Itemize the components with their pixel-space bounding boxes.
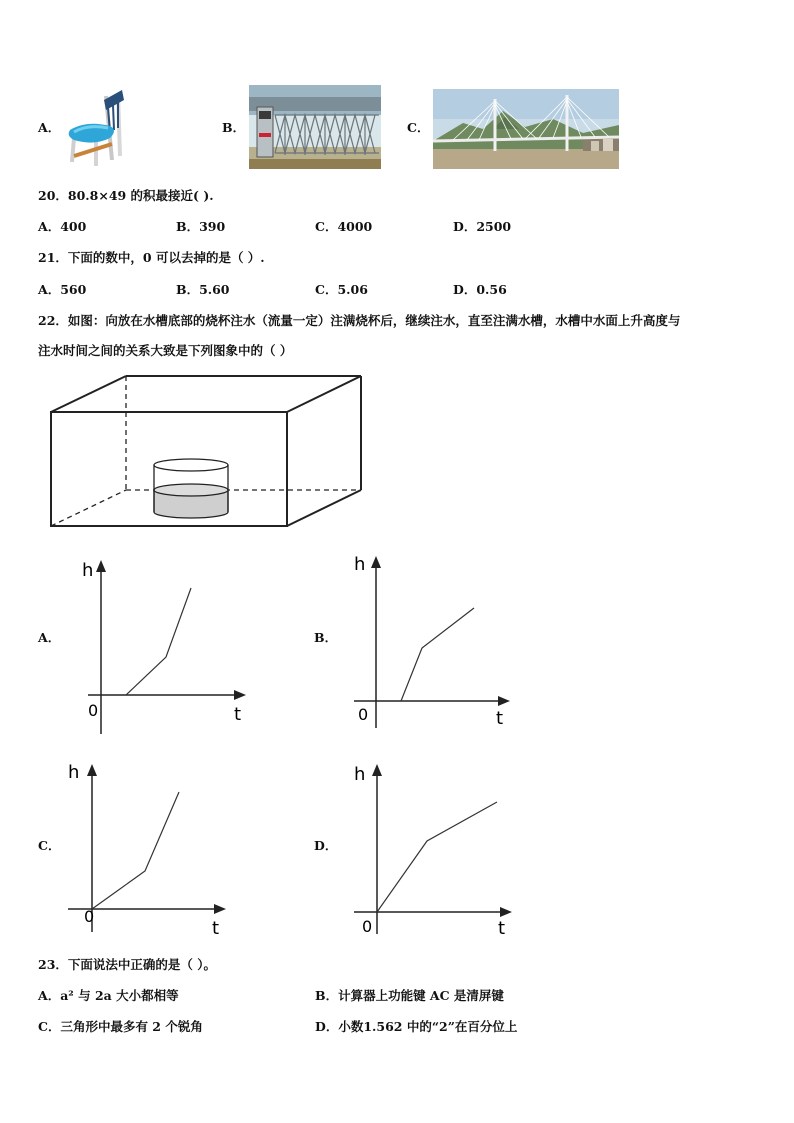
q20-option-d: D．2500 bbox=[453, 219, 512, 234]
chair-image bbox=[66, 86, 126, 168]
q22-graph-d-label: D． bbox=[314, 838, 338, 853]
q20-option-b: B．390 bbox=[176, 219, 226, 234]
graph-b-y-label: h bbox=[354, 554, 366, 575]
q20-option-c: C．4000 bbox=[315, 219, 373, 234]
graph-a-line bbox=[126, 588, 191, 695]
graph-d-line bbox=[377, 802, 497, 912]
graph-d-x-label: t bbox=[498, 918, 506, 939]
q20-option-a: A．400 bbox=[38, 219, 87, 234]
cable-stayed-bridge-image bbox=[433, 89, 619, 169]
graph-c-y-label: h bbox=[68, 762, 80, 783]
graph-a bbox=[78, 556, 258, 736]
graph-b-origin-label: 0 bbox=[358, 705, 369, 724]
q22-graph-c-label: C． bbox=[38, 838, 61, 853]
q21-option-a: A．560 bbox=[38, 282, 87, 297]
graph-d bbox=[348, 758, 528, 938]
q23-option-a: A．a² 与 2a 大小都相等 bbox=[38, 988, 179, 1003]
q21-option-b: B．5.60 bbox=[176, 282, 230, 297]
q21-option-c: C．5.06 bbox=[315, 282, 368, 297]
q23-stem: 23．下面说法中正确的是（ ）。 bbox=[38, 957, 216, 972]
graph-b bbox=[350, 550, 530, 730]
q22-graph-a-label: A． bbox=[38, 630, 61, 645]
water-tank-diagram bbox=[46, 372, 368, 532]
option-c-label: C． bbox=[407, 120, 430, 135]
q23-option-c: C．三角形中最多有 2 个锐角 bbox=[38, 1019, 203, 1034]
q20-stem: 20．80.8×49 的积最接近( ). bbox=[38, 188, 214, 203]
graph-c-origin-label: 0 bbox=[84, 907, 95, 926]
q21-stem: 21．下面的数中，0 可以去掉的是（ ）. bbox=[38, 250, 265, 265]
q23-option-d: D．小数1.562 中的“2”在百分位上 bbox=[315, 1019, 518, 1034]
graph-d-y-label: h bbox=[354, 764, 366, 785]
q22-stem-line1: 22．如图：向放在水槽底部的烧杯注水（流量一定）注满烧杯后，继续注水，直至注满水槽，水槽中水面上升高度与 bbox=[38, 313, 681, 328]
q23-option-b: B．计算器上功能键 AC 是清屏键 bbox=[315, 988, 504, 1003]
graph-a-origin-label: 0 bbox=[88, 701, 99, 720]
graph-b-line bbox=[401, 608, 474, 701]
graph-a-y-label: h bbox=[82, 560, 94, 581]
q22-stem-line2: 注水时间之间的关系大致是下列图象中的（ ） bbox=[38, 343, 293, 358]
graph-b-x-label: t bbox=[496, 708, 504, 729]
option-b-label: B． bbox=[222, 120, 246, 135]
graph-a-x-label: t bbox=[234, 704, 242, 725]
graph-c-x-label: t bbox=[212, 918, 220, 939]
retractable-gate-image bbox=[249, 85, 381, 169]
graph-d-origin-label: 0 bbox=[362, 917, 373, 936]
q21-option-d: D．0.56 bbox=[453, 282, 507, 297]
graph-c bbox=[64, 758, 244, 938]
q22-graph-b-label: B． bbox=[314, 630, 338, 645]
graph-c-line bbox=[92, 792, 179, 909]
option-a-label: A． bbox=[38, 120, 61, 135]
